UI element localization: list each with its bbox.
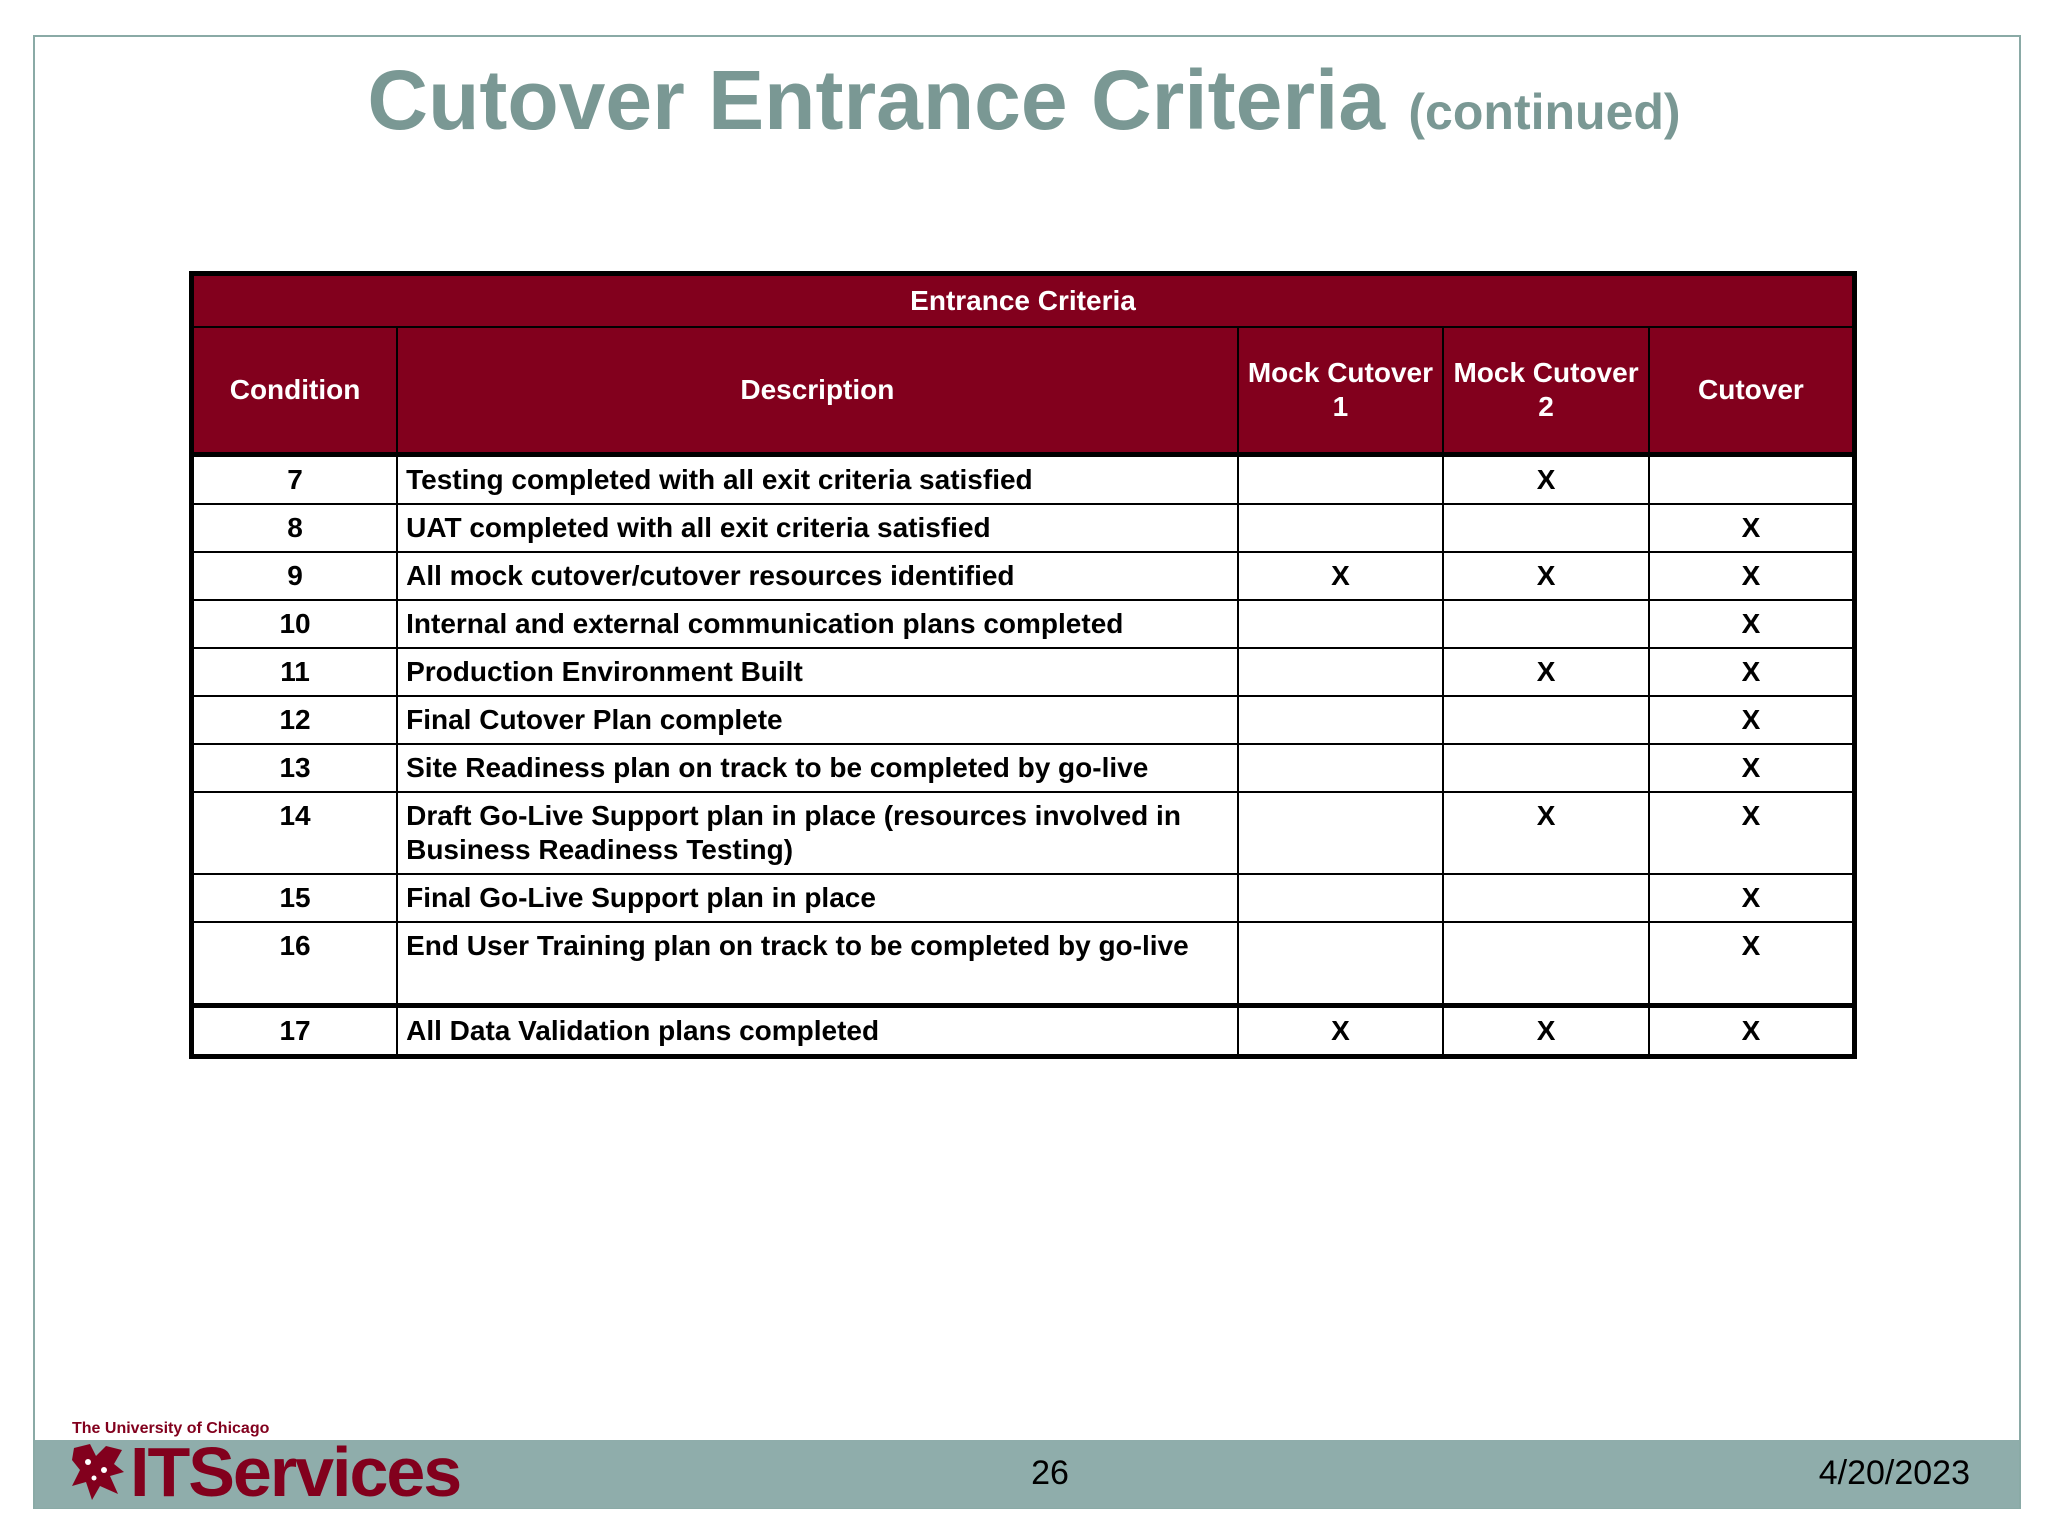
table-row <box>192 792 1855 874</box>
cell-condition: 15 <box>192 874 398 922</box>
cell-condition: 9 <box>192 552 398 600</box>
cell-mock-cutover-2: X <box>1443 648 1649 696</box>
cell-mock-cutover-2: X <box>1443 792 1649 874</box>
cell-mock-cutover-1 <box>1238 874 1444 922</box>
logo-text: ITServices <box>130 1433 461 1511</box>
cell-mock-cutover-2 <box>1443 600 1649 648</box>
cell-cutover: X <box>1649 504 1855 552</box>
table-body <box>192 455 1855 1057</box>
table-row <box>192 744 1855 792</box>
cell-condition: 11 <box>192 648 398 696</box>
page-number: 26 <box>1031 1454 1069 1492</box>
cell-cutover: X <box>1649 1006 1855 1057</box>
it-services-logo <box>70 1433 461 1511</box>
cell-condition: 16 <box>192 922 398 1006</box>
cell-cutover: X <box>1649 696 1855 744</box>
title-main: Cutover Entrance Criteria <box>367 53 1386 147</box>
cell-mock-cutover-1 <box>1238 504 1444 552</box>
cell-mock-cutover-1 <box>1238 600 1444 648</box>
cell-mock-cutover-2 <box>1443 874 1649 922</box>
column-header-row <box>192 327 1855 455</box>
table-caption: Entrance Criteria <box>192 274 1855 328</box>
header-cutover: Cutover <box>1649 327 1855 455</box>
table-caption-row <box>192 274 1855 328</box>
table-row <box>192 874 1855 922</box>
cell-condition: 7 <box>192 455 398 505</box>
slide-date: 4/20/2023 <box>1818 1454 1970 1492</box>
cell-condition: 8 <box>192 504 398 552</box>
cell-mock-cutover-1 <box>1238 922 1444 1006</box>
cell-mock-cutover-2 <box>1443 504 1649 552</box>
cell-description: Testing completed with all exit criteria satisfied <box>397 455 1238 505</box>
header-mock-cutover-2: Mock Cutover 2 <box>1443 327 1649 455</box>
cell-description: Production Environment Built <box>397 648 1238 696</box>
cell-mock-cutover-1 <box>1238 696 1444 744</box>
table-row <box>192 1006 1855 1057</box>
cell-mock-cutover-2 <box>1443 696 1649 744</box>
title-suffix: (continued) <box>1408 84 1681 140</box>
header-condition: Condition <box>192 327 398 455</box>
header-description: Description <box>397 327 1238 455</box>
cell-condition: 17 <box>192 1006 398 1057</box>
cell-mock-cutover-1 <box>1238 792 1444 874</box>
cell-cutover: X <box>1649 922 1855 1006</box>
table-row <box>192 648 1855 696</box>
cell-description: UAT completed with all exit criteria satisfied <box>397 504 1238 552</box>
phoenix-logo-icon <box>70 1442 126 1502</box>
cell-description: Draft Go-Live Support plan in place (resources involved in Business Readiness Testing) <box>397 792 1238 874</box>
entrance-criteria-table <box>189 271 1857 1059</box>
cell-condition: 13 <box>192 744 398 792</box>
table-row <box>192 455 1855 505</box>
cell-description: All Data Validation plans completed <box>397 1006 1238 1057</box>
cell-description: All mock cutover/cutover resources identified <box>397 552 1238 600</box>
cell-condition: 14 <box>192 792 398 874</box>
cell-mock-cutover-1 <box>1238 455 1444 505</box>
cell-cutover: X <box>1649 648 1855 696</box>
cell-description: Site Readiness plan on track to be completed by go-live <box>397 744 1238 792</box>
cell-mock-cutover-1: X <box>1238 552 1444 600</box>
cell-mock-cutover-2: X <box>1443 1006 1649 1057</box>
cell-condition: 10 <box>192 600 398 648</box>
logo-org-name: The University of Chicago <box>72 1420 270 1437</box>
table-row <box>192 504 1855 552</box>
cell-description: Final Cutover Plan complete <box>397 696 1238 744</box>
cell-description: Final Go-Live Support plan in place <box>397 874 1238 922</box>
entrance-criteria-table-wrap <box>189 271 1857 1046</box>
cell-description: Internal and external communication plans completed <box>397 600 1238 648</box>
cell-condition: 12 <box>192 696 398 744</box>
table-row <box>192 922 1855 1006</box>
cell-mock-cutover-1: X <box>1238 1006 1444 1057</box>
cell-mock-cutover-1 <box>1238 648 1444 696</box>
cell-mock-cutover-1 <box>1238 744 1444 792</box>
cell-description: End User Training plan on track to be completed by go-live <box>397 922 1238 1006</box>
header-mock-cutover-1: Mock Cutover 1 <box>1238 327 1444 455</box>
cell-mock-cutover-2 <box>1443 922 1649 1006</box>
cell-mock-cutover-2 <box>1443 744 1649 792</box>
table-row <box>192 696 1855 744</box>
slide-title <box>0 50 2048 162</box>
cell-cutover <box>1649 455 1855 505</box>
cell-cutover: X <box>1649 552 1855 600</box>
cell-mock-cutover-2: X <box>1443 455 1649 505</box>
table-row <box>192 600 1855 648</box>
cell-cutover: X <box>1649 792 1855 874</box>
cell-cutover: X <box>1649 874 1855 922</box>
cell-cutover: X <box>1649 744 1855 792</box>
cell-mock-cutover-2: X <box>1443 552 1649 600</box>
cell-cutover: X <box>1649 600 1855 648</box>
table-row <box>192 552 1855 600</box>
